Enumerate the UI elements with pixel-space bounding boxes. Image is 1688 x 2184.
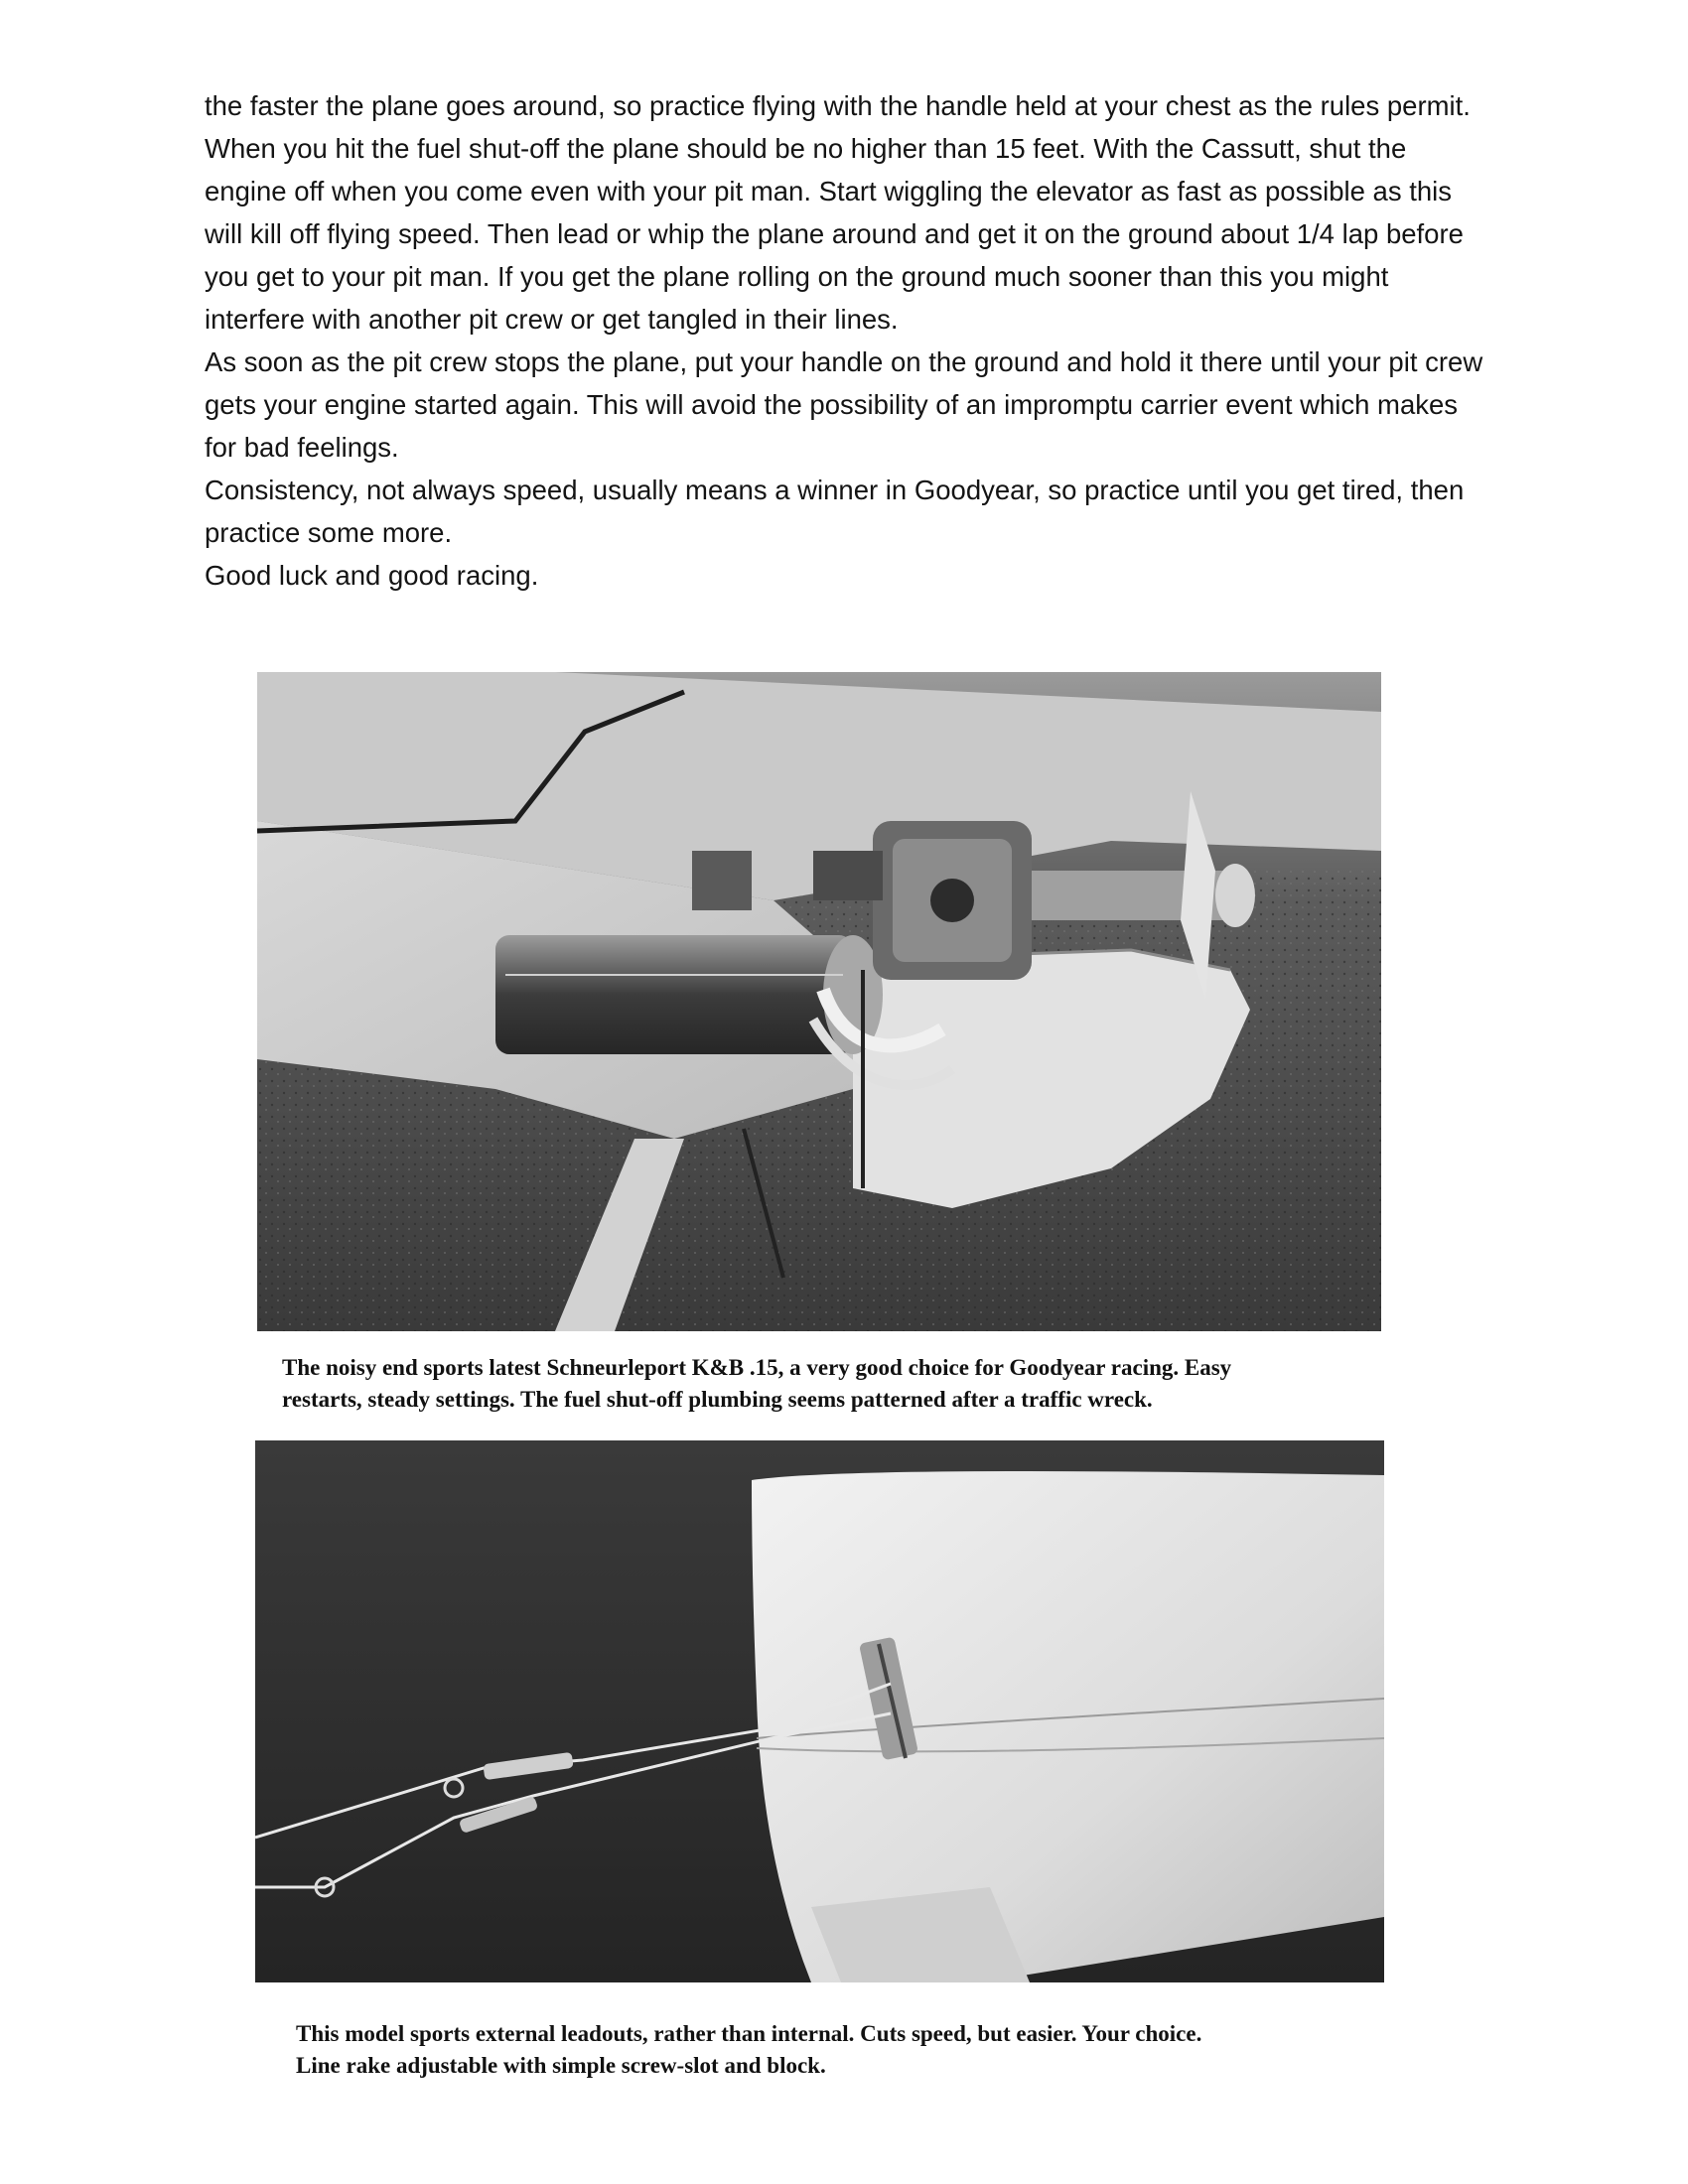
engine-photo xyxy=(257,672,1381,1331)
leadouts-photo xyxy=(255,1440,1384,1982)
paragraph: Consistency, not always speed, usually means a winner in Goodyear, so practice until you get tired, then practice some more. xyxy=(205,475,1465,548)
engine-photo-image xyxy=(257,672,1381,1331)
paragraph: the faster the plane goes around, so practice flying with the handle held at your chest as the rules permit. xyxy=(205,90,1471,121)
caption-line: Line rake adjustable with simple screw-slot and block. xyxy=(296,2053,826,2078)
figure-caption-2 xyxy=(296,2018,1398,2082)
paragraph: Good luck and good racing. xyxy=(205,560,539,591)
body-text xyxy=(205,84,1495,597)
leadouts-photo-image xyxy=(255,1440,1384,1982)
paragraph: As soon as the pit crew stops the plane, put your handle on the ground and hold it there until your pit crew gets your engine started again. This will avoid the possibility of an impromptu carrier event which makes for bad feelings. xyxy=(205,346,1483,463)
paragraph: When you hit the fuel shut-off the plane should be no higher than 15 feet. With the Cassutt, shut the engine off when you come even with your pit man. Start wiggling the elevator as fast as possible as this will kill off flying speed. Then lead or whip the plane around and get it on the ground about 1/4 lap before you get to your pit man. If you get the plane rolling on the ground much sooner than this you might interfere with another pit crew or get tangled in their lines. xyxy=(205,133,1464,335)
caption-line: This model sports external leadouts, rather than internal. Cuts speed, but easier. Your choice. xyxy=(296,2021,1202,2046)
caption-line: restarts, steady settings. The fuel shut-off plumbing seems patterned after a traffic wreck. xyxy=(282,1387,1153,1412)
caption-line: The noisy end sports latest Schneurleport K&B .15, a very good choice for Goodyear racing. Easy xyxy=(282,1355,1232,1380)
figure-caption-1 xyxy=(282,1352,1394,1416)
